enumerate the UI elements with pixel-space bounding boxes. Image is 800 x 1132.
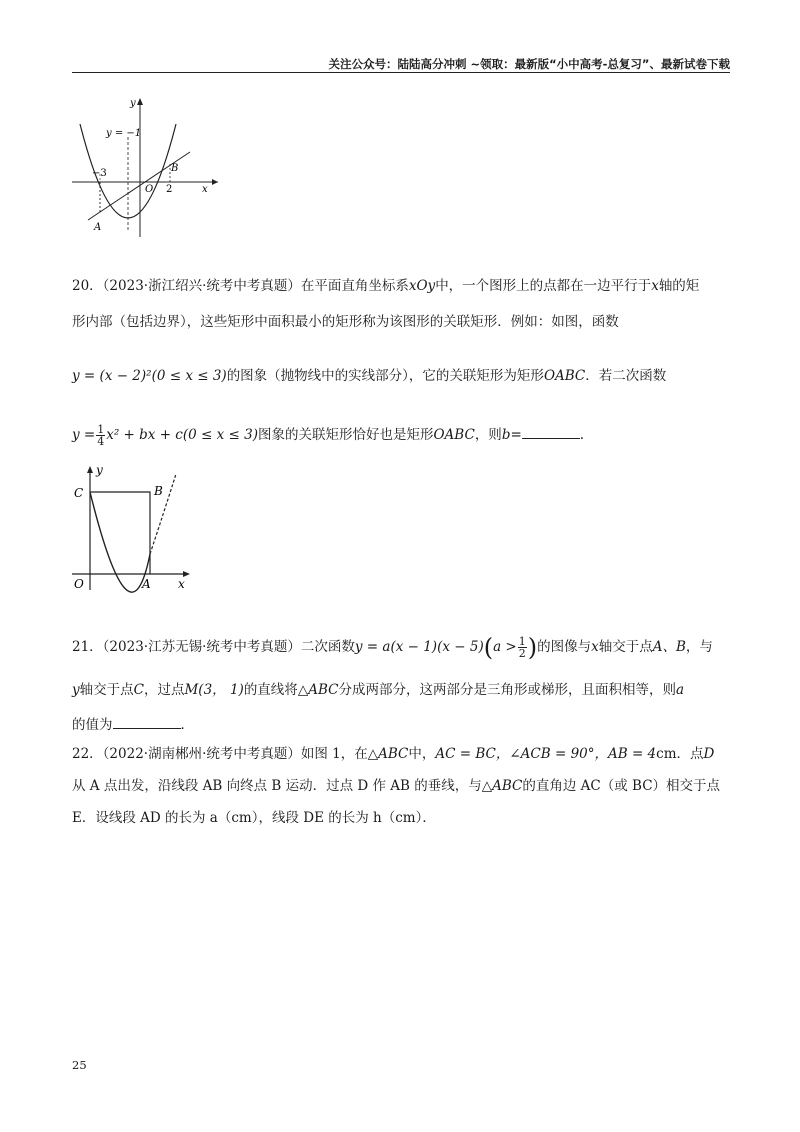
- fig2-A-label: A: [142, 577, 151, 591]
- q20-line4: y = $\frac{1}{4}$ x² + bx + c(0 ≤ x ≤ 3)图象的关联矩形恰好也是矩形OABC，则b= .: [72, 423, 585, 448]
- q22-line1: 22．（2022·湖南郴州·统考中考真题）如图 1，在△ABC中，AC = BC，∠ACB = 90°，AB = 4cm．点D: [72, 746, 715, 762]
- q20-line1: 20．（2023·浙江绍兴·统考中考真题）在平面直角坐标系xOy中，一个图形上的点都在一边平行于x轴的矩: [72, 278, 700, 294]
- fig1-y-label: y: [130, 98, 136, 109]
- fig1-two-label: 2: [166, 184, 173, 195]
- q21-line3: 的值为 ．: [72, 714, 194, 735]
- fig1-neg3-label: −3: [92, 168, 107, 179]
- fig1-x-label: x: [202, 184, 208, 195]
- page-number: 25: [72, 1058, 87, 1072]
- fig2-y-label: y: [96, 463, 103, 477]
- q20-line3: y = (x − 2)²(0 ≤ x ≤ 3)的图象（抛物线中的实线部分），它的关联矩形为矩形OABC．若二次函数: [72, 368, 667, 384]
- q22-line3: E．设线段 AD 的长为 a（cm），线段 DE 的长为 h（cm）．: [72, 810, 436, 826]
- page-header: 关注公众号：陆陆高分冲刺 ~领取：最新版“小中高考-总复习”、最新试卷下载: [328, 57, 730, 71]
- header-rule: [72, 72, 730, 73]
- fig2-x-label: x: [178, 577, 185, 591]
- fig1-B-label: B: [171, 163, 179, 174]
- fig1-A-label: A: [94, 222, 102, 233]
- q20-line2: 形内部（包括边界），这些矩形中面积最小的矩形称为该图形的关联矩形．例如：如图，函数: [72, 314, 619, 330]
- fig2-O-label: O: [74, 577, 84, 591]
- fig1-origin-label: O: [145, 184, 154, 195]
- q21-answer-blank: [113, 714, 181, 729]
- q21-line2: y轴交于点C，过点M(3， 1)的直线将△ABC分成两部分，这两部分是三角形或梯形，且面积相等，则a: [72, 682, 685, 698]
- q20-answer-blank: [522, 424, 580, 439]
- fig2-B-label: B: [154, 484, 163, 498]
- q22-line2: 从 A 点出发，沿线段 AB 向终点 B 运动．过点 D 作 AB 的垂线，与△ABC的直角边 AC（或 BC）相交于点: [72, 778, 721, 794]
- fig2-C-label: C: [74, 486, 84, 500]
- fig1-line-label: y = −1: [106, 128, 142, 139]
- figure-parabola-line: [66, 92, 226, 242]
- q21-line1: 21．（2023·江苏无锡·统考中考真题）二次函数y = a(x − 1)(x − 5)(a > $\frac{1}{2}$ )的图像与x轴交于点A、B，与: [72, 633, 713, 662]
- figure-rectangle-parabola: [66, 462, 196, 594]
